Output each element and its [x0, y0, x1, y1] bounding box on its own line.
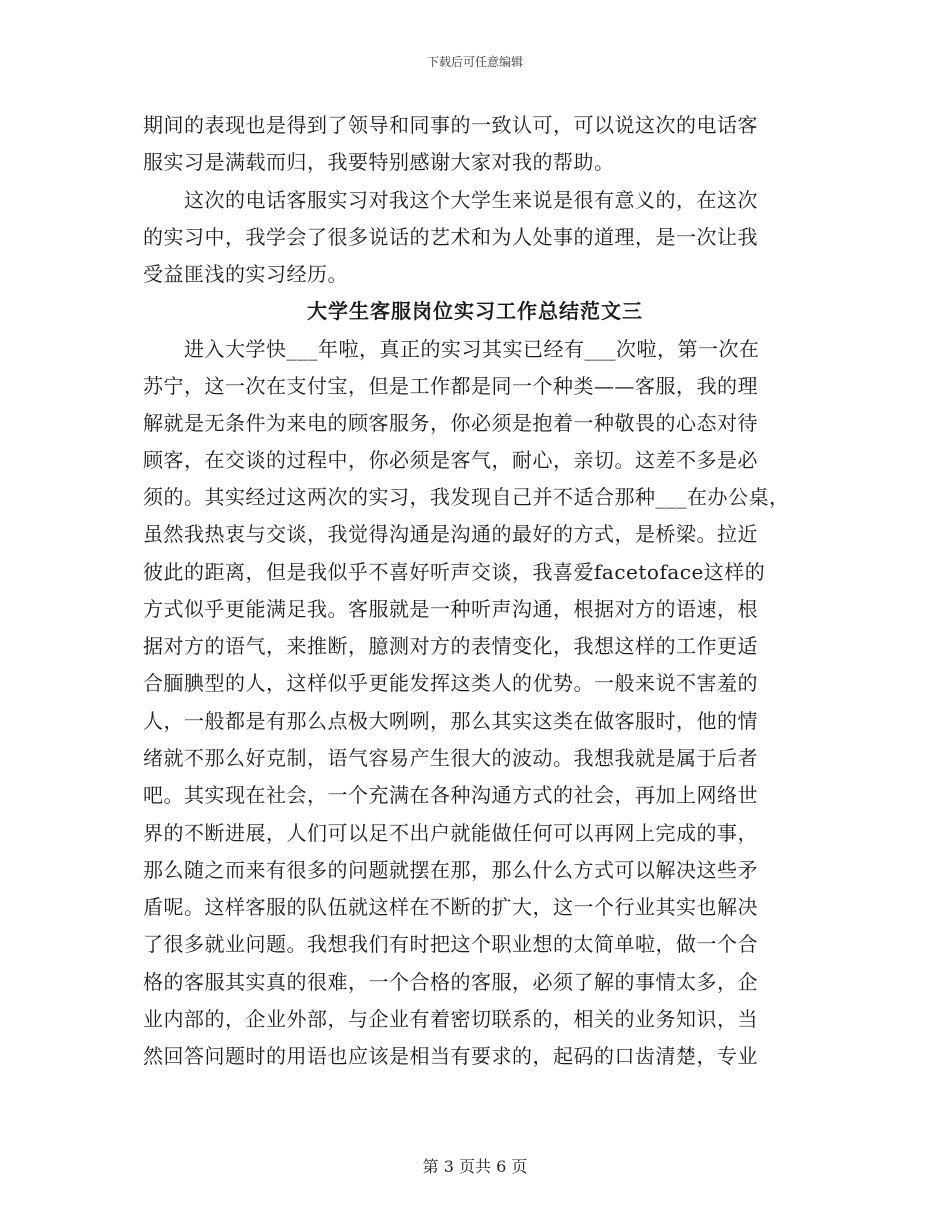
page-footer: 第 3 页共 6 页	[422, 1157, 528, 1176]
text-line: 人，一般都是有那么点极大咧咧，那么其实这类在做客服时，他的情	[143, 709, 758, 733]
text-line: 的实习中，我学会了很多说话的艺术和为人处事的道理，是一次让我	[143, 225, 758, 249]
text-line: 业内部的，企业外部，与企业有着密切联系的，相关的业务知识，当	[143, 1007, 758, 1031]
text-line: 了很多就业问题。我想我们有时把这个职业想的太简单啦，做一个合	[143, 932, 758, 956]
text-line: 顾客，在交谈的过程中，你必须是客气，耐心，亲切。这差不多是必	[143, 448, 758, 472]
text-line: 彼此的距离，但是我似乎不喜好听声交谈，我喜爱facetoface这样的	[143, 560, 766, 584]
text-line: 方式似乎更能满足我。客服就是一种听声沟通，根据对方的语速，根	[143, 597, 758, 621]
text-line: 格的客服其实真的很难，一个合格的客服，必须了解的事情太多，企	[143, 970, 758, 994]
text-line: 据对方的语气，来推断，臆测对方的表情变化，我想这样的工作更适	[143, 634, 758, 658]
text-line: 吧。其实现在社会，一个充满在各种沟通方式的社会，再加上网络世	[143, 783, 758, 807]
text-line: 界的不断进展，人们可以足不出户就能做任何可以再网上完成的事，	[143, 821, 758, 845]
text-line: 期间的表现也是得到了领导和同事的一致认可，可以说这次的电话客	[143, 113, 758, 137]
text-line: 那么随之而来有很多的问题就摆在那，那么什么方式可以解决这些矛	[143, 858, 758, 882]
text-line: 然回答问题时的用语也应该是相当有要求的，起码的口齿清楚，专业	[143, 1044, 758, 1068]
text-line: 虽然我热衷与交谈，我觉得沟通是沟通的最好的方式，是桥梁。拉近	[143, 522, 758, 546]
text-line: 绪就不那么好克制，语气容易产生很大的波动。我想我就是属于后者	[143, 746, 758, 770]
text-line: 受益匪浅的实习经历。	[143, 262, 348, 286]
text-line: 进入大学快___年啦，真正的实习其实已经有___次啦，第一次在	[143, 337, 760, 361]
text-line: 盾呢。这样客服的队伍就这样在不断的扩大，这一个行业其实也解决	[143, 895, 758, 919]
text-line: 服实习是满载而归，我要特别感谢大家对我的帮助。	[143, 150, 615, 174]
section-title: 大学生客服岗位实习工作总结范文三	[307, 299, 643, 323]
text-line: 须的。其实经过这两次的实习，我发现自己并不适合那种___在办公桌，	[143, 485, 790, 509]
text-line: 合腼腆型的人，这样似乎更能发挥这类人的优势。一般来说不害羞的	[143, 671, 758, 695]
header-note: 下载后可任意编辑	[426, 55, 523, 69]
text-line: 这次的电话客服实习对我这个大学生来说是很有意义的，在这次	[143, 188, 758, 212]
text-line: 解就是无条件为来电的顾客服务，你必须是抱着一种敬畏的心态对待	[143, 411, 758, 435]
text-line: 苏宁，这一次在支付宝，但是工作都是同一个种类——客服，我的理	[143, 374, 758, 398]
